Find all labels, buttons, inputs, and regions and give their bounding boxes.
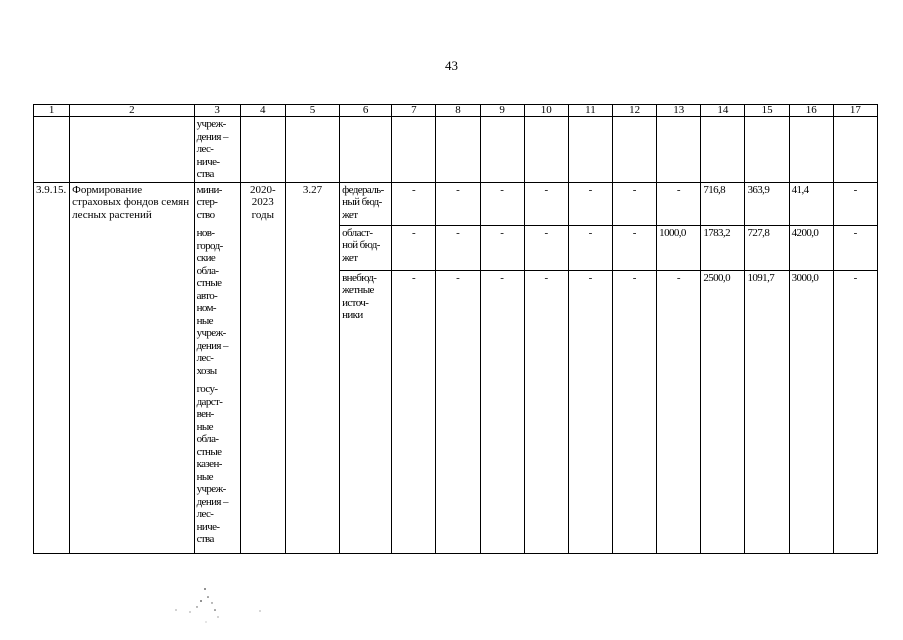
text-line: ства — [196, 533, 214, 545]
text-line: авто- — [196, 289, 218, 302]
table-cell — [745, 117, 789, 183]
text-line: дения – — [196, 495, 228, 508]
value-cell: 727,8 — [745, 225, 789, 270]
indicator-cell: 3.27 — [285, 182, 339, 554]
text-line: нов- — [196, 227, 215, 239]
table-cell — [613, 117, 657, 183]
text-line: мини- — [196, 183, 222, 196]
value-cell: - — [613, 270, 657, 554]
value-cell: - — [436, 270, 480, 554]
continuation-executor-cell — [194, 117, 240, 183]
text-line: ство — [196, 208, 215, 221]
text-line: 2020- — [249, 183, 276, 196]
col-header: 16 — [789, 105, 833, 117]
value-cell: - — [568, 270, 612, 554]
period-cell — [240, 182, 285, 554]
value-cell: 716,8 — [701, 182, 745, 225]
value-cell: - — [613, 182, 657, 225]
col-header: 11 — [568, 105, 612, 117]
value-cell: 41,4 — [789, 182, 833, 225]
col-header: 13 — [657, 105, 701, 117]
text-line: жетные — [342, 284, 374, 296]
item-name-cell: Формирование страховых фондов семян лесных растений — [70, 182, 194, 554]
value-cell: - — [392, 270, 436, 554]
table-cell — [480, 117, 524, 183]
col-header: 4 — [240, 105, 285, 117]
text-line: федераль- — [342, 183, 384, 196]
value-cell: 1783,2 — [701, 225, 745, 270]
text-line: вен- — [196, 408, 214, 420]
value-cell: - — [568, 182, 612, 225]
text-line: внебюд- — [342, 271, 377, 284]
table-cell — [657, 117, 701, 183]
table-row — [34, 182, 878, 225]
text-line: ные — [196, 470, 213, 483]
col-header: 14 — [701, 105, 745, 117]
table-cell — [524, 117, 568, 183]
text-line: обла- — [196, 433, 219, 445]
text-line: дарст- — [196, 395, 223, 408]
col-header: 1 — [34, 105, 70, 117]
value-cell: - — [833, 270, 877, 554]
value-cell: 4200,0 — [789, 225, 833, 270]
scan-specks — [168, 585, 268, 625]
text-line: лес- — [196, 508, 214, 520]
value-cell: 1000,0 — [657, 225, 701, 270]
col-header: 17 — [833, 105, 877, 117]
table-cell — [34, 117, 70, 183]
table-cell — [833, 117, 877, 183]
continuation-row — [34, 117, 878, 183]
text-line: лес- — [196, 352, 214, 364]
value-cell: 363,9 — [745, 182, 789, 225]
text-line: госу- — [196, 383, 218, 395]
text-line: ские — [196, 252, 216, 264]
col-header: 2 — [70, 105, 194, 117]
text-line: хозы — [196, 364, 217, 377]
text-line: учреж- — [196, 118, 226, 130]
text-line: жет — [342, 208, 358, 221]
value-cell: 1091,7 — [745, 270, 789, 554]
text-line: учреж- — [196, 483, 226, 495]
value-cell: - — [613, 225, 657, 270]
text-line: город- — [196, 239, 223, 252]
value-cell: - — [833, 182, 877, 225]
table-cell — [340, 117, 392, 183]
text-line: ства — [196, 168, 214, 180]
text-line: жет — [342, 251, 358, 264]
text-line: 2023 — [251, 196, 274, 208]
executor-cell — [194, 182, 240, 554]
text-line: стные — [196, 277, 222, 289]
value-cell: - — [480, 182, 524, 225]
value-cell: - — [392, 182, 436, 225]
table-cell — [240, 117, 285, 183]
funding-source-cell — [340, 225, 392, 270]
text-line: ном- — [196, 302, 216, 314]
text-line: ные — [196, 314, 213, 327]
value-cell: 2500,0 — [701, 270, 745, 554]
table-cell — [285, 117, 339, 183]
col-header: 8 — [436, 105, 480, 117]
text-line: годы — [251, 208, 274, 221]
col-header: 10 — [524, 105, 568, 117]
funding-source-cell — [340, 182, 392, 225]
program-table — [33, 104, 878, 554]
text-line: казен- — [196, 458, 222, 470]
col-header: 9 — [480, 105, 524, 117]
table-cell — [436, 117, 480, 183]
col-header: 7 — [392, 105, 436, 117]
value-cell: - — [657, 182, 701, 225]
value-cell: - — [524, 182, 568, 225]
text-line: ники — [342, 309, 363, 321]
value-cell: - — [436, 182, 480, 225]
text-line: ной бюд- — [342, 239, 380, 251]
text-line: обла- — [196, 264, 219, 277]
col-header: 3 — [194, 105, 240, 117]
value-cell: - — [480, 225, 524, 270]
text-line: стер- — [196, 196, 218, 208]
col-header: 15 — [745, 105, 789, 117]
value-cell: - — [568, 225, 612, 270]
text-line: дения – — [196, 130, 228, 143]
table-cell — [789, 117, 833, 183]
text-line: ниче- — [196, 155, 220, 168]
value-cell: - — [833, 225, 877, 270]
text-line: источ- — [342, 296, 369, 309]
table-cell — [392, 117, 436, 183]
text-line: стные — [196, 445, 222, 458]
table-cell — [70, 117, 194, 183]
text-line: ные — [196, 420, 213, 433]
text-line: дения – — [196, 339, 228, 352]
value-cell: - — [392, 225, 436, 270]
text-line: област- — [342, 226, 373, 239]
table-cell — [701, 117, 745, 183]
table-cell — [568, 117, 612, 183]
column-number-row — [34, 105, 878, 117]
value-cell: - — [524, 270, 568, 554]
text-line: учреж- — [196, 327, 226, 339]
text-line: лес- — [196, 143, 214, 155]
col-header: 6 — [340, 105, 392, 117]
col-header: 12 — [613, 105, 657, 117]
value-cell: 3000,0 — [789, 270, 833, 554]
col-header: 5 — [285, 105, 339, 117]
funding-source-cell — [340, 270, 392, 554]
item-number-cell: 3.9.15. — [34, 182, 70, 554]
text-line: ный бюд- — [342, 196, 382, 208]
value-cell: - — [436, 225, 480, 270]
text-line: ниче- — [196, 520, 220, 533]
value-cell: - — [657, 270, 701, 554]
value-cell: - — [480, 270, 524, 554]
value-cell: - — [524, 225, 568, 270]
page-number: 43 — [445, 58, 458, 73]
